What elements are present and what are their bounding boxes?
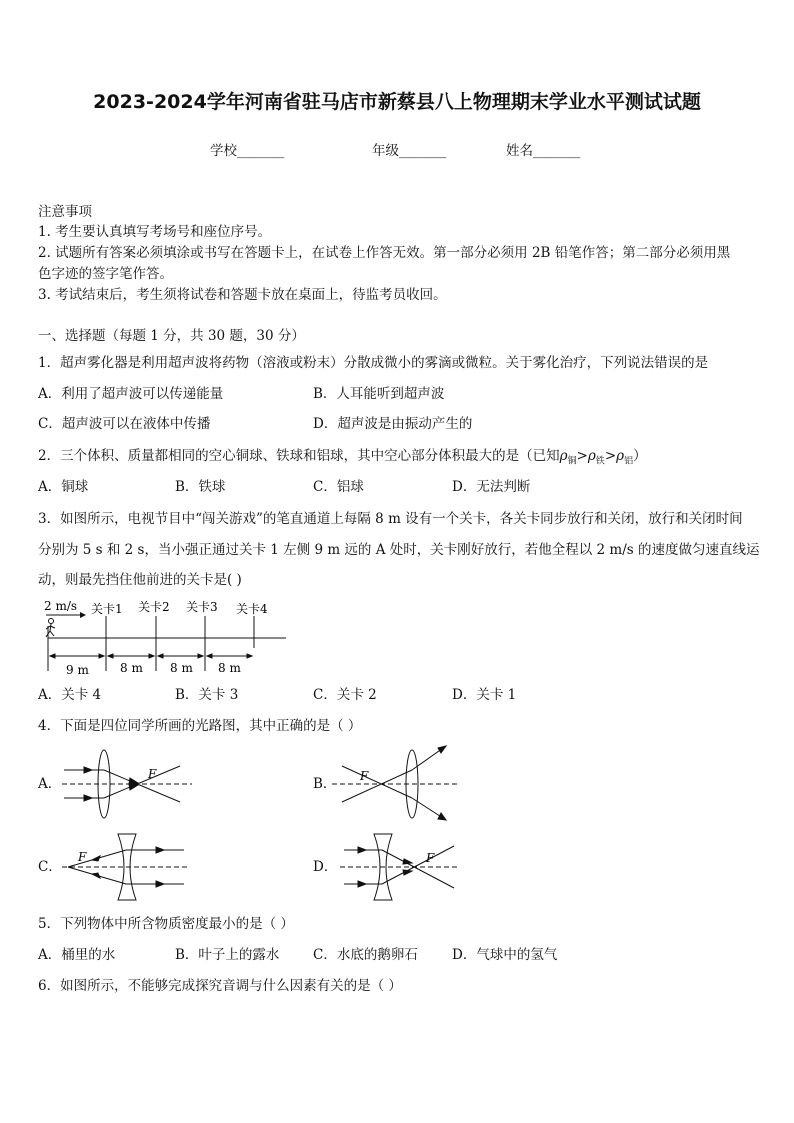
- question-3-line: 分别为 5 s 和 2 s，当小强正通过关卡 1 左侧 9 m 远的 A 处时，关卡刚好放行，若他全程以 2 m/s 的速度做匀速直线运: [38, 542, 760, 558]
- note-item: 3. 考试结束后，考生须将试卷和答题卡放在桌面上，待监考员收回。: [38, 287, 447, 303]
- note-item: 色字迹的签字笔作答。: [38, 266, 173, 282]
- greater-than: >: [604, 448, 617, 464]
- question-6-stem: 6．如图所示，不能够完成探究音调与什么因素有关的是（ ）: [38, 978, 402, 994]
- gate-1-label: 关卡1: [91, 602, 123, 616]
- q4-diagram-a: [62, 748, 192, 820]
- distance-2: 8 m: [120, 661, 143, 675]
- section-heading: 一、选择题（每题 1 分，共 30 题，30 分）: [38, 328, 305, 344]
- q3-option-a: A．关卡 4: [38, 687, 102, 703]
- notes-heading: 注意事项: [38, 204, 92, 220]
- q2-stem-suffix: ）: [633, 448, 647, 464]
- q3-option-b: B．关卡 3: [175, 687, 239, 703]
- gate-4-label: 关卡4: [236, 602, 268, 616]
- question-5-stem: 5．下列物体中所含物质密度最小的是（ ）: [38, 916, 294, 932]
- note-item: 1. 考生要认真填写考场号和座位序号。: [38, 224, 272, 240]
- question-2-stem: [38, 446, 647, 472]
- q2-stem-prefix: 2．三个体积、质量都相同的空心铜球、铁球和铝球，其中空心部分体积最大的是（已知: [38, 448, 560, 464]
- sub-iron: 铁: [595, 456, 605, 467]
- distance-4: 8 m: [218, 661, 241, 675]
- q4-option-b-label: B．: [313, 776, 337, 792]
- q2-option-c: C．铝球: [313, 479, 364, 495]
- name-field: 姓名_______: [506, 143, 581, 159]
- question-3-line: 3．如图所示，电视节目中“闯关游戏”的笔直通道上每隔 8 m 设有一个关卡，各关卡同步放行和关闭，放行和关闭时间: [38, 511, 743, 527]
- q5-option-d: D．气球中的氢气: [452, 947, 558, 963]
- q4-diagram-b: [332, 742, 457, 826]
- grade-field: 年级_______: [372, 143, 447, 159]
- q2-option-a: A．铜球: [38, 479, 89, 495]
- focus-label: F: [78, 850, 87, 864]
- focus-label: F: [360, 769, 369, 783]
- q1-option-c: C．超声波可以在液体中传播: [38, 416, 211, 432]
- focus-label: F: [148, 767, 157, 781]
- light-rays: [342, 746, 446, 820]
- speed-label: 2 m/s: [44, 599, 78, 613]
- distance-3: 8 m: [170, 661, 193, 675]
- focus-label: F: [426, 851, 435, 865]
- q4-option-a-label: A．: [38, 776, 62, 792]
- question-1-stem: 1．超声雾化器是利用超声波将药物（溶液或粉末）分散成微小的雾滴或微粒。关于雾化治疗，下列说法错误的是: [38, 355, 709, 371]
- question-4-stem: 4．下面是四位同学所画的光路图，其中正确的是（ ）: [38, 718, 362, 734]
- runner-icon: [46, 619, 55, 638]
- gate-2-label: 关卡2: [138, 600, 170, 614]
- q1-option-d: D．超声波是由振动产生的: [313, 416, 473, 432]
- q5-option-b: B．叶子上的露水: [175, 947, 280, 963]
- q2-option-d: D．无法判断: [452, 479, 531, 495]
- q3-option-c: C．关卡 2: [313, 687, 377, 703]
- q4-option-c-label: C．: [38, 859, 62, 875]
- q4-option-d-label: D．: [313, 859, 338, 875]
- q1-option-b: B．人耳能听到超声波: [313, 386, 445, 402]
- sub-copper: 铜: [567, 456, 577, 467]
- question-3-line: 动，则最先挡住他前进的关卡是( ): [38, 572, 242, 588]
- q4-diagram-c: [62, 832, 187, 902]
- q3-gate-diagram: [38, 596, 288, 678]
- q3-option-d: D．关卡 1: [452, 687, 517, 703]
- page-title: 2023-2024学年河南省驻马店市新蔡县八上物理期末学业水平测试试题: [93, 91, 701, 113]
- q5-option-c: C．水底的鹅卵石: [313, 947, 418, 963]
- rho-symbol: ρ: [559, 448, 568, 464]
- note-item: 2. 试题所有答案必须填涂或书写在答题卡上，在试卷上作答无效。第一部分必须用 2B 铅笔作答；第二部分必须用黑: [38, 245, 731, 261]
- q4-diagram-d: [340, 832, 460, 902]
- q1-option-a: A．利用了超声波可以传递能量: [38, 386, 224, 402]
- speed-arrow-head: [80, 612, 86, 618]
- dimension-arrows: [50, 654, 252, 658]
- sub-aluminum: 铝: [624, 456, 634, 467]
- rho-symbol: ρ: [616, 448, 625, 464]
- q5-option-a: A．桶里的水: [38, 947, 116, 963]
- distance-1: 9 m: [66, 663, 89, 677]
- rho-symbol: ρ: [587, 448, 596, 464]
- q2-option-b: B．铁球: [175, 479, 226, 495]
- greater-than: >: [576, 448, 588, 464]
- school-field: 学校_______: [210, 143, 285, 159]
- gate-3-label: 关卡3: [186, 600, 218, 614]
